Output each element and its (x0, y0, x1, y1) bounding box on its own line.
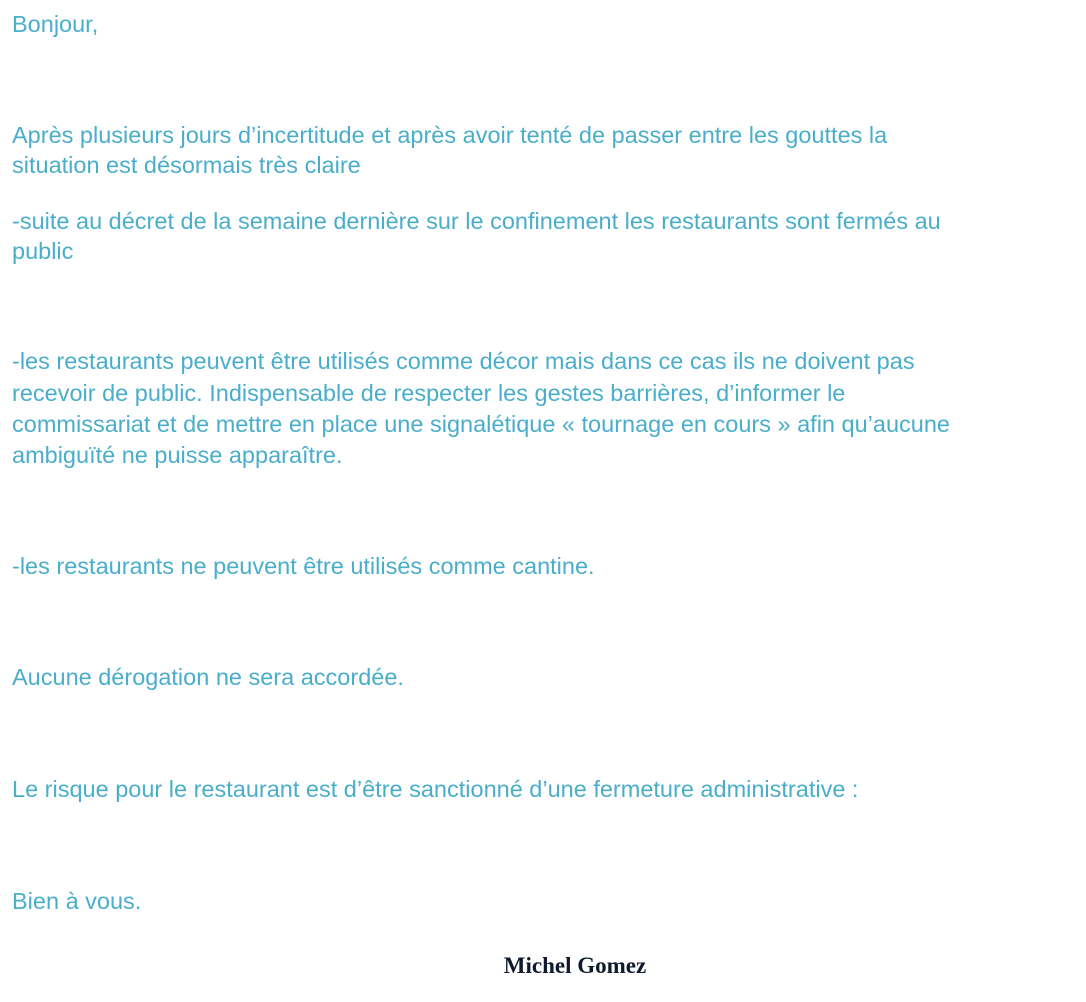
point-2-line-1: -les restaurants peuvent être utilisés comme décor mais dans ce cas ils ne doivent pas (12, 348, 915, 374)
intro-line-2: situation est désormais très claire (12, 152, 361, 178)
greeting: Bonjour, (12, 11, 99, 37)
point-2-line-3: commissariat et de mettre en place une signalétique « tournage en cours » afin qu’aucune (12, 411, 950, 437)
no-exemption-notice: Aucune dérogation ne sera accordée. (12, 664, 404, 690)
point-1-line-2: public (12, 238, 74, 264)
point-1-line-1: -suite au décret de la semaine dernière sur le confinement les restaurants sont fermés au (12, 208, 941, 234)
point-2-line-2: recevoir de public. Indispensable de respecter les gestes barrières, d’informer le (12, 380, 846, 406)
point-2-line-4: ambiguïté ne puisse apparaître. (12, 442, 343, 468)
closing: Bien à vous. (12, 888, 142, 914)
intro-line-1: Après plusieurs jours d’incertitude et après avoir tenté de passer entre les gouttes la (12, 122, 888, 148)
point-3: -les restaurants ne peuvent être utilisés comme cantine. (12, 553, 595, 579)
risk-statement: Le risque pour le restaurant est d’être sanctionné d’une fermeture administrative : (12, 776, 859, 802)
signature: Michel Gomez (503, 953, 647, 978)
